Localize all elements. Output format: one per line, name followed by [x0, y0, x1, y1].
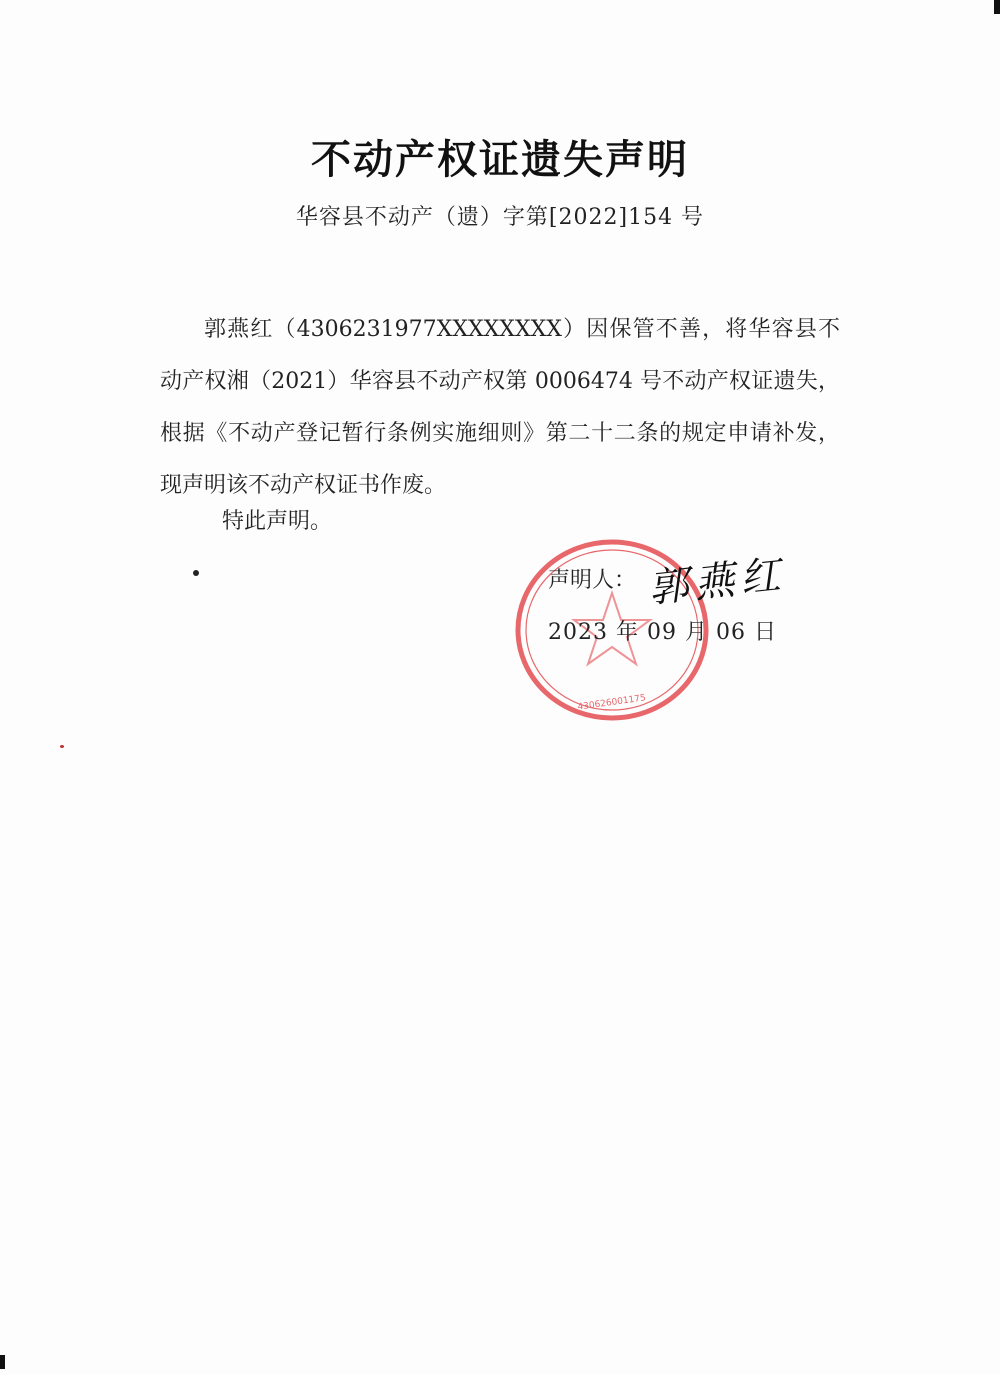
declaration-body: 郭燕红（4306231977XXXXXXXX）因保管不善，将华容县不动产权湘（2021）华容县不动产权第 0006474 号不动产权证遗失，根据《不动产登记暂行条例实施细则》第二十二条的规定申请补发，现声明该不动产权证书作废。: [160, 317, 840, 498]
closing-statement: 特此声明。: [222, 509, 333, 534]
scan-edge-mark: [0, 1355, 5, 1369]
document-number: 华容县不动产（遗）字第[2022]154 号: [295, 205, 705, 230]
scan-speck: [60, 745, 64, 748]
declarant-label: 声明人：: [548, 568, 637, 593]
scan-speck: [193, 570, 199, 576]
document-title: 不动产权证遗失声明: [311, 137, 689, 183]
declaration-date: 2023 年 09 月 06 日: [548, 620, 777, 645]
seal-serial-number: 430626001175: [577, 693, 647, 713]
handwritten-signature: 郭燕红: [646, 551, 789, 613]
scan-edge-mark: [994, 0, 1000, 14]
